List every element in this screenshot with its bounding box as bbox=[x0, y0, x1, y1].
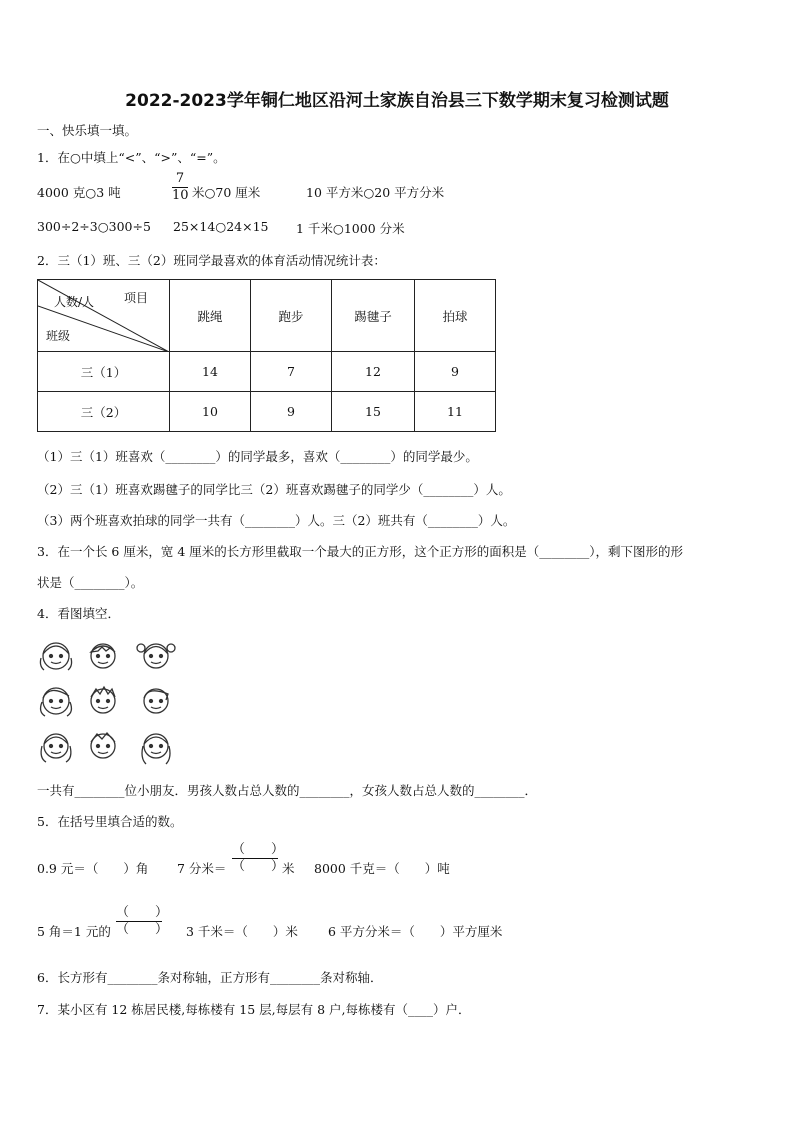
girl-face-icon bbox=[41, 688, 72, 716]
boy-face-icon bbox=[91, 644, 115, 668]
statistics-table bbox=[37, 279, 496, 432]
fraction-denominator: 10 bbox=[172, 188, 189, 203]
question-3-line-1: 3．在一个长 6 厘米，宽 4 厘米的长方形里截取一个最大的正方形，这个正方形的面积是（________），剩下图形的形 bbox=[37, 544, 684, 559]
table-cell: 12 bbox=[332, 352, 415, 392]
question-4-stem: 4．看图填空． bbox=[37, 606, 120, 621]
section-heading: 一、快乐填一填。 bbox=[37, 123, 138, 138]
boy-face-icon bbox=[91, 687, 115, 713]
fraction-numerator: （ ） bbox=[116, 905, 169, 920]
q2-subquestion-1: （1）三（1）班喜欢（________）的同学最多，喜欢（________）的同学最少。 bbox=[37, 449, 478, 464]
table-row bbox=[38, 392, 496, 432]
table-row bbox=[38, 352, 496, 392]
q5-item-a3: 8000 千克＝（ ）吨 bbox=[314, 861, 450, 876]
table-row-label: 三（1） bbox=[38, 352, 170, 392]
q1-item-a: 4000 克○3 吨 bbox=[37, 185, 121, 200]
table-cell: 11 bbox=[415, 392, 496, 432]
children-faces-illustration bbox=[36, 634, 186, 769]
corner-class-label: 班级 bbox=[46, 329, 71, 343]
table-header-cell: 踢毽子 bbox=[332, 280, 415, 352]
boy-face-icon bbox=[144, 689, 168, 713]
q5-item-a2: 7 分米＝ bbox=[177, 861, 227, 876]
q1-item-f: 1 千米○1000 分米 bbox=[296, 221, 405, 236]
corner-people-label: 人数/人 bbox=[54, 295, 95, 309]
q5-item-a2-unit: 米 bbox=[282, 861, 295, 876]
question-6: 6．长方形有________条对称轴，正方形有________条对称轴． bbox=[37, 970, 383, 985]
question-2-stem: 2．三（1）班、三（2）班同学最喜欢的体育活动情况统计表： bbox=[37, 253, 386, 268]
q5-fraction-b1 bbox=[116, 905, 169, 938]
table-header-cell: 跑步 bbox=[251, 280, 332, 352]
table-cell: 9 bbox=[415, 352, 496, 392]
table-cell: 7 bbox=[251, 352, 332, 392]
question-1-stem: 1．在○中填上“<”、“>”、“=”。 bbox=[37, 150, 226, 165]
table-header-cell: 跳绳 bbox=[170, 280, 251, 352]
q1-fraction bbox=[172, 171, 188, 204]
girl-face-icon bbox=[41, 734, 71, 762]
table-cell: 9 bbox=[251, 392, 332, 432]
girl-face-icon bbox=[40, 643, 71, 670]
q2-subquestion-3: （3）两个班喜欢拍球的同学一共有（________）人。三（2）班共有（________）人。 bbox=[37, 513, 516, 528]
fraction-numerator: 7 bbox=[175, 171, 185, 186]
q1-item-c: 10 平方米○20 平方分米 bbox=[306, 185, 445, 200]
fraction-denominator: （ ） bbox=[232, 859, 285, 874]
q5-item-b3: 6 平方分米＝（ ）平方厘米 bbox=[328, 924, 503, 939]
q5-item-b1: 5 角＝1 元的 bbox=[37, 924, 111, 939]
table-cell: 14 bbox=[170, 352, 251, 392]
table-header-row bbox=[38, 280, 496, 352]
table-cell: 10 bbox=[170, 392, 251, 432]
q5-fraction-a2 bbox=[232, 842, 285, 875]
girl-face-icon bbox=[137, 644, 175, 668]
corner-item-label: 项目 bbox=[124, 291, 149, 305]
fraction-denominator: （ ） bbox=[116, 922, 169, 937]
q2-subquestion-2: （2）三（1）班喜欢踢毽子的同学比三（2）班喜欢踢毽子的同学少（________）人。 bbox=[37, 482, 511, 497]
table-cell: 15 bbox=[332, 392, 415, 432]
question-4-answer: 一共有________位小朋友．男孩人数占总人数的________，女孩人数占总人数的________． bbox=[37, 783, 538, 798]
fraction-numerator: （ ） bbox=[232, 842, 285, 857]
question-5-stem: 5．在括号里填合适的数。 bbox=[37, 814, 183, 829]
q1-item-e: 25×14○24×15 bbox=[173, 219, 269, 234]
table-header-cell: 拍球 bbox=[415, 280, 496, 352]
girl-face-icon bbox=[142, 734, 170, 764]
table-corner-cell bbox=[38, 280, 170, 352]
q1-item-d: 300÷2÷3○300÷5 bbox=[37, 219, 151, 234]
table-row-label: 三（2） bbox=[38, 392, 170, 432]
q5-item-a1: 0.9 元＝（ ）角 bbox=[37, 861, 149, 876]
question-3-line-2: 状是（________）。 bbox=[37, 575, 144, 590]
q5-item-b2: 3 千米＝（ ）米 bbox=[186, 924, 298, 939]
page-title: 2022-2023学年铜仁地区沿河土家族自治县三下数学期末复习检测试题 bbox=[125, 91, 669, 111]
question-7: 7．某小区有 12 栋居民楼,每栋楼有 15 层,每层有 8 户,每栋楼有（____）户． bbox=[37, 1002, 471, 1017]
q1-item-b: 米○70 厘米 bbox=[192, 185, 261, 200]
boy-face-icon bbox=[91, 733, 115, 758]
